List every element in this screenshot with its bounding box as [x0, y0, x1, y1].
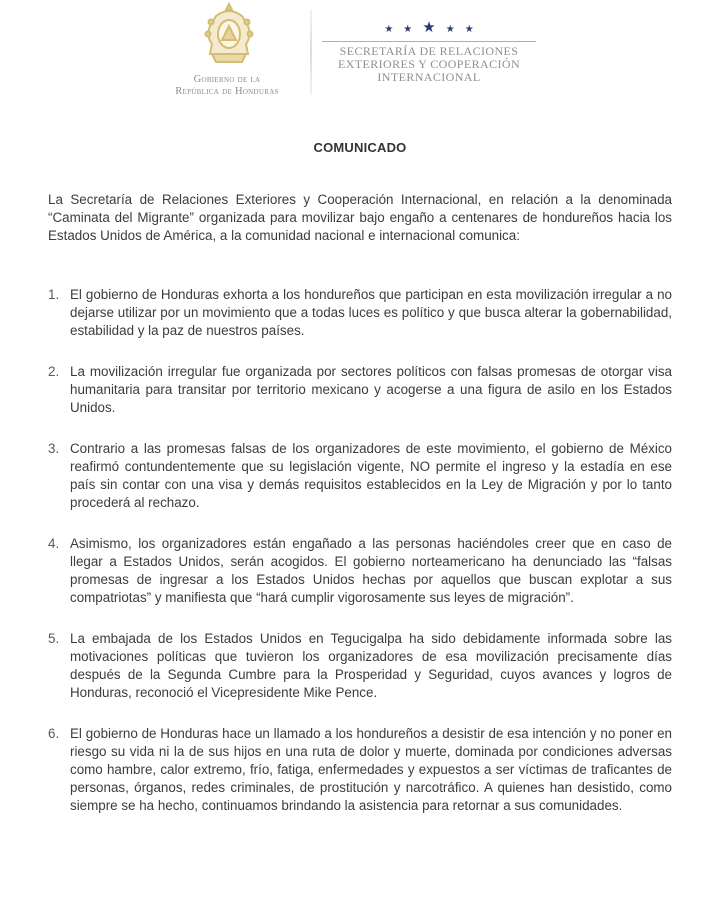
- communique-points: [48, 286, 672, 815]
- point-text: El gobierno de Honduras hace un llamado a los hondureños a desistir de esa intención y no poner en riesgo su vida ni la de sus hijos en una ruta de dolor y muerte, dominada por condiciones adversas como hambre, calor extremo, frío, fatiga, enfermedades y expuestos a ser víctimas de traficantes de personas, órganos, redes criminales, de prostitución y narcotráfico. A quienes han desistido, como siempre se ha hecho, continuamos brindando la asistencia para retornar a sus comunidades.: [70, 726, 672, 813]
- government-name-line1: Gobierno de la: [193, 74, 261, 85]
- point-number: 2.: [48, 364, 60, 379]
- letterhead: [0, 0, 720, 110]
- point-text: Contrario a las promesas falsas de los organizadores de este movimiento, el gobierno de México reafirmó contundentemente que su legislación vigente, NO permite el ingreso y la estadía en ese país sin contar con una visa y demás requisitos establecidos en la Ley de Migración y por lo tanto procederá al rechazo.: [70, 441, 672, 510]
- ministry-name: [322, 45, 536, 84]
- ministry-logo-block: [322, 20, 536, 95]
- star-icon: ★: [384, 24, 394, 35]
- coat-of-arms-icon: [202, 2, 256, 66]
- point-text: La movilización irregular fue organizada por sectores políticos con falsas promesas de otorgar visa humanitaria para transitar por territorio mexicano y acogerse a una figura de asilo en los Estados Unidos.: [70, 364, 672, 415]
- ministry-rule: [322, 41, 536, 42]
- point-text: El gobierno de Honduras exhorta a los hondureños que participan en esta movilización irregular a no dejarse utilizar por un movimiento que a todas luces es político y que busca alterar la gobernabilidad, estabilidad y la paz de nuestros países.: [70, 287, 672, 338]
- letterhead-divider: [310, 10, 312, 95]
- five-stars-icon: [322, 20, 536, 36]
- star-icon: ★: [422, 19, 436, 36]
- list-item: [48, 630, 672, 702]
- list-item: [48, 363, 672, 417]
- point-number: 1.: [48, 287, 60, 302]
- point-number: 4.: [48, 536, 60, 551]
- point-number: 5.: [48, 631, 60, 646]
- star-icon: ★: [464, 24, 474, 35]
- point-number: 6.: [48, 726, 60, 741]
- ministry-name-line3: INTERNACIONAL: [377, 70, 481, 84]
- star-icon: ★: [445, 24, 455, 35]
- list-item: [48, 440, 672, 512]
- government-name: [152, 74, 302, 98]
- point-text: Asimismo, los organizadores están engañado a las personas haciéndoles creer que en caso de llegar a Estados Unidos, serán acogidos. El gobierno norteamericano ha denunciado las “falsas promesas de ingresar a los Estados Unidos hechas por aquellos que buscan explotar a sus compatriotas” y manifiesta que “hará cumplir vigorosamente sus leyes de migración”.: [70, 536, 672, 605]
- star-icon: ★: [403, 24, 413, 35]
- list-item: [48, 535, 672, 607]
- intro-paragraph: La Secretaría de Relaciones Exteriores y Cooperación Internacional, en relación a la denominada “Caminata del Migrante” organizada para movilizar bajo engaño a centenares de hondureños hacia los Estados Unidos de América, a la comunidad nacional e internacional comunica:: [48, 192, 672, 243]
- list-item: [48, 725, 672, 815]
- government-name-line2: República de Honduras: [175, 86, 279, 97]
- document-title: COMUNICADO: [313, 140, 407, 155]
- ministry-name-line2: EXTERIORES Y COOPERACIÓN: [337, 57, 521, 71]
- government-logo-block: [152, 2, 302, 102]
- point-text: La embajada de los Estados Unidos en Tegucigalpa ha sido debidamente informada sobre las motivaciones políticas que tuvieron los organizadores de esa movilización precisamente días después de la Segunda Cumbre para la Prosperidad y Seguridad, cuyos avances y logros de Honduras, reconoció el Vicepresidente Mike Pence.: [70, 631, 672, 700]
- ministry-name-line1: SECRETARÍA DE RELACIONES: [339, 44, 519, 58]
- point-number: 3.: [48, 441, 60, 456]
- list-item: [48, 286, 672, 340]
